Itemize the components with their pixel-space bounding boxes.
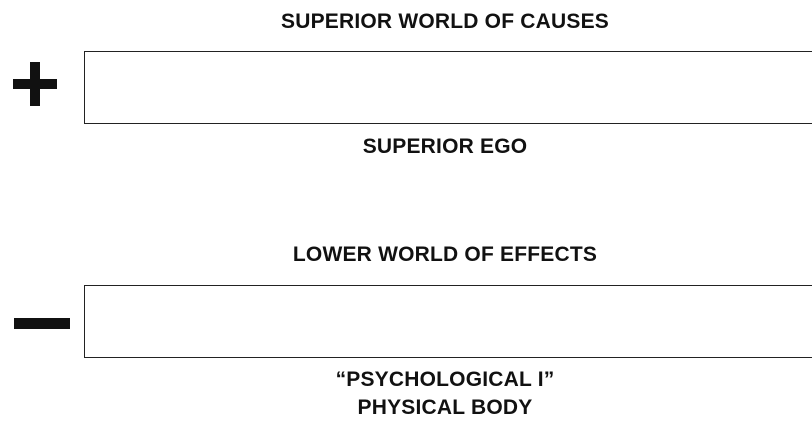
upper-world-title: SUPERIOR WORLD OF CAUSES xyxy=(281,10,609,33)
lower-world-subtitle-line1: “PSYCHOLOGICAL I” xyxy=(335,368,555,391)
plus-icon-vertical-bar xyxy=(30,62,40,106)
lower-world-box xyxy=(84,285,812,358)
lower-world-title: LOWER WORLD OF EFFECTS xyxy=(292,243,598,266)
minus-icon xyxy=(14,318,70,329)
upper-world-box xyxy=(84,51,812,124)
lower-world-subtitle-line2: PHYSICAL BODY xyxy=(357,396,533,419)
upper-world-subtitle: SUPERIOR EGO xyxy=(362,135,528,158)
